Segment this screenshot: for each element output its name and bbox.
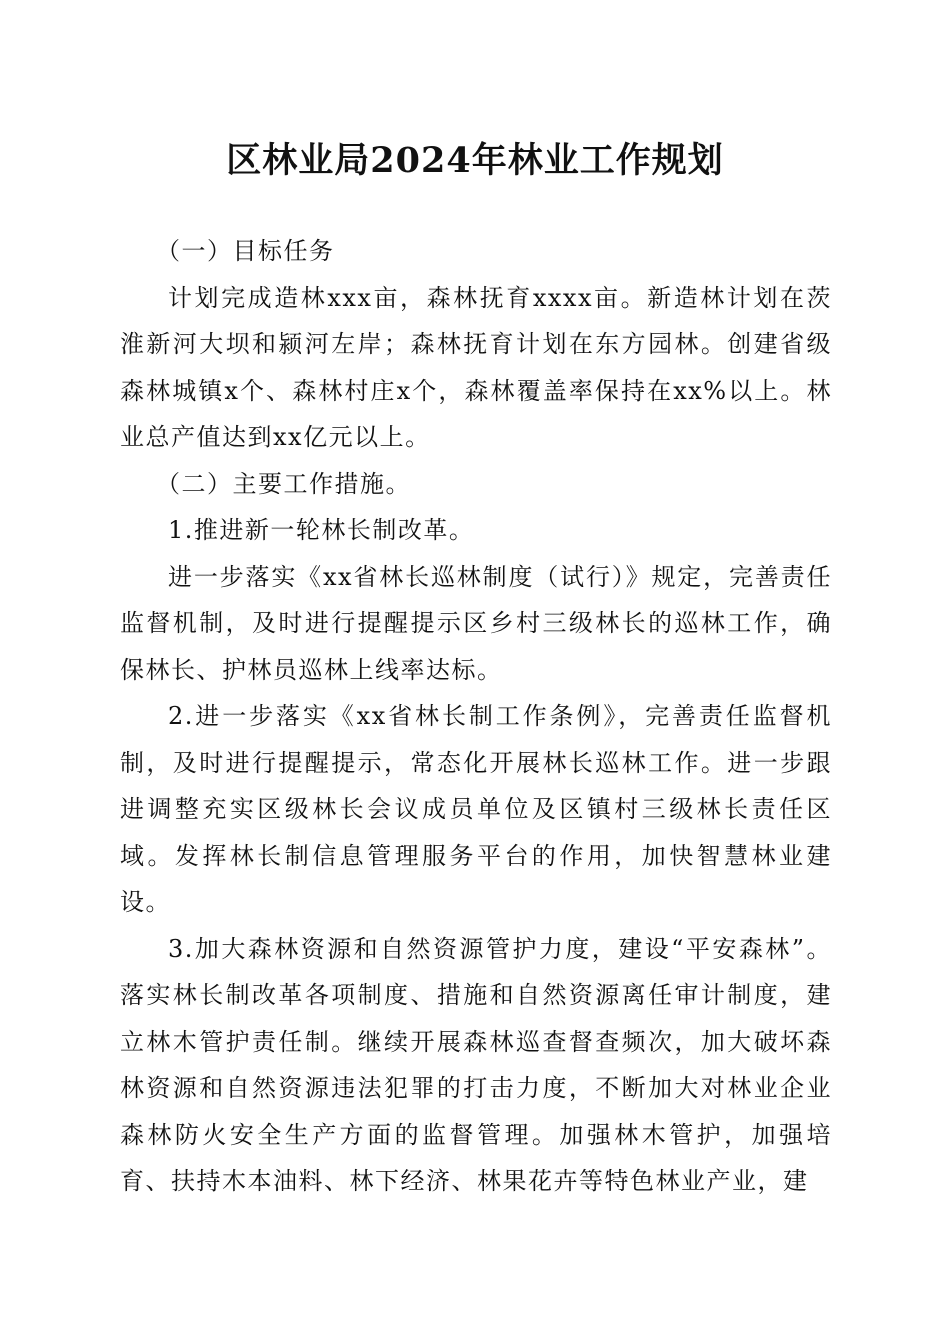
- section-heading-measures: （二）主要工作措施。: [156, 469, 411, 498]
- document-body: [120, 228, 832, 1205]
- paragraph-goals: 计划完成造林xxx亩，森林抚育xxxx亩。新造林计划在茨淮新河大坝和颍河左岸；森林抚育计划在东方园林。创建省级森林城镇x个、森林村庄x个，森林覆盖率保持在xx%以上。林业总产值达到xx亿元以上。: [120, 283, 832, 451]
- paragraph-regulation: 2.进一步落实《xx省林长制工作条例》，完善责任监督机制，及时进行提醒提示，常态化开展林长巡林工作。进一步跟进调整充实区级林长会议成员单位及区镇村三级林长责任区域。发挥林长制信息管理服务平台的作用，加快智慧林业建设。: [120, 702, 832, 916]
- section-heading-goals: （一）目标任务: [156, 237, 335, 265]
- paragraph-reform: 进一步落实《xx省林长巡林制度（试行）》规定，完善责任监督机制，及时进行提醒提示区乡村三级林长的巡林工作，确保林长、护林员巡林上线率达标。: [120, 562, 832, 684]
- item-heading-reform: 1.推进新一轮林长制改革。: [168, 516, 475, 544]
- paragraph-resource-protection: 3.加大森林资源和自然资源管护力度，建设“平安森林”。落实林长制改革各项制度、措施和自然资源离任审计制度，建立林木管护责任制。继续开展森林巡查督查频次，加大破坏森林资源和自然资源违法犯罪的打击力度，不断加大对林业企业森林防火安全生产方面的监督管理。加强林木管护，加强培育、扶持木本油料、林下经济、林果花卉等特色林业产业，建: [120, 934, 832, 1195]
- document-title: 区林业局2024年林业工作规划: [226, 140, 724, 181]
